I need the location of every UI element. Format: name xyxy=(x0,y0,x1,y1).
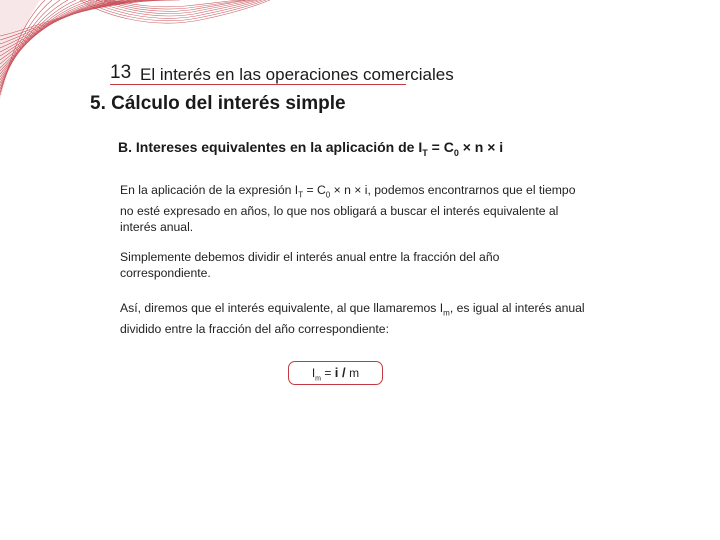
header-wave-decoration xyxy=(0,0,720,100)
formula-box: $I_m = i / m$ xyxy=(288,361,383,385)
chapter-title: El interés en las operaciones comerciales xyxy=(140,65,454,84)
chapter-header xyxy=(110,62,454,85)
paragraph-expression: En la aplicación de la expresión $I_T = C_0 \times n \times i$, podemos encontrarnos que el tiempo no esté expresado en años, lo que nos obligará a buscar el interés equivalente al interés anual. xyxy=(120,183,576,235)
paragraph-divide: Simplemente debemos dividir el interés anual entre la fracción del año correspondiente. xyxy=(120,250,500,280)
subsection-title: B. Intereses equivalentes en la aplicación de $I_T = C_0 \times n \times i$ xyxy=(118,139,504,158)
paragraph-equivalent: Así, diremos que el interés equivalente, al que llamaremos $I_m$, es igual al interés anual dividido entre la fracción del año correspondiente: xyxy=(120,301,585,337)
chapter-number: 13 xyxy=(110,62,132,83)
section-title: 5. Cálculo del interés simple xyxy=(90,93,346,114)
